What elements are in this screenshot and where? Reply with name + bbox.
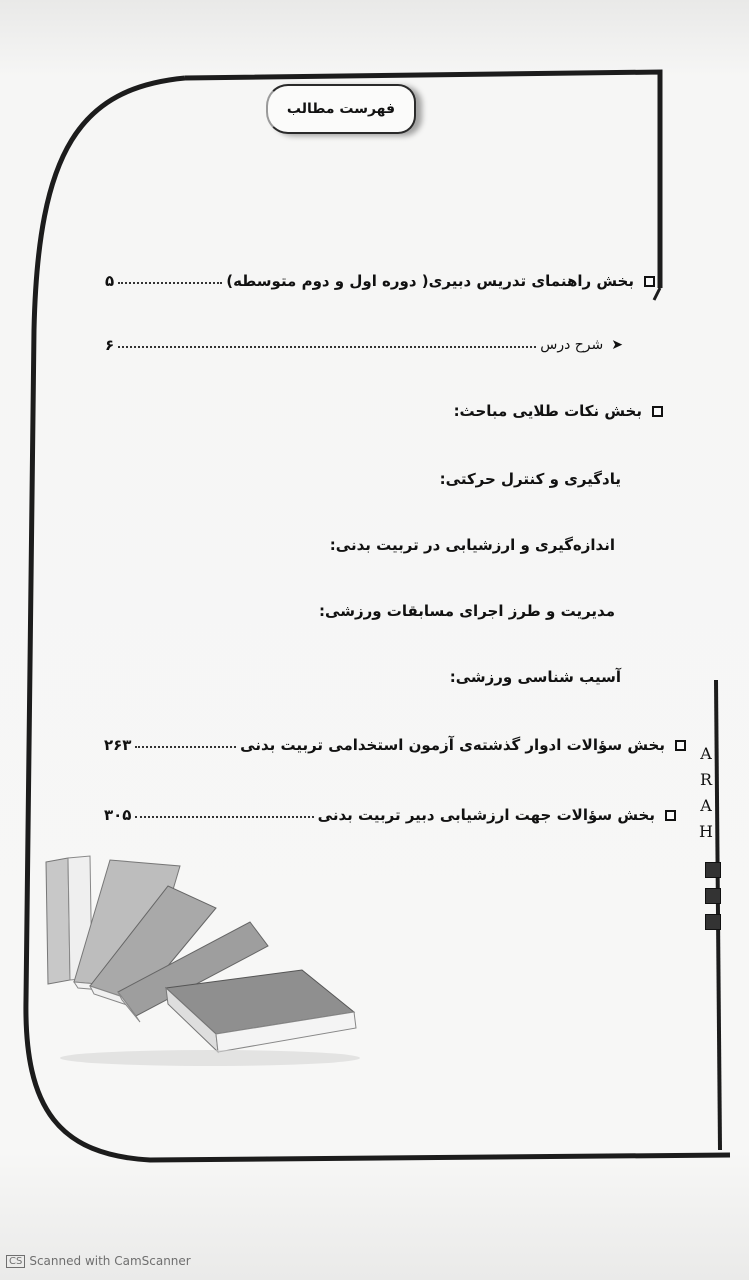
side-square-icon [705,914,721,930]
side-letter: A [700,744,712,763]
checkbox-icon [675,740,686,751]
scanner-watermark [6,1254,191,1268]
toc-title-tab [266,84,416,134]
toc-entry [104,736,686,754]
toc-entry [454,402,663,420]
books-illustration-icon [40,852,370,1072]
topic-heading: مدیریت و طرز اجرای مسابقات ورزشی: [319,602,615,620]
toc-entry [105,272,655,290]
checkbox-icon [652,406,663,417]
side-letter: R [699,770,713,789]
checkbox-icon [665,810,676,821]
toc-entry [104,806,676,824]
toc-entry [105,336,623,354]
toc-entry-label: شرح درس [540,337,604,353]
scanner-watermark-text: Scanned with CamScanner [29,1254,191,1268]
dot-leader [135,816,313,818]
side-letter: H [699,822,713,841]
toc-entry-label: بخش سؤالات جهت ارزشیابی دبیر تربیت بدنی [317,806,655,824]
dot-leader [118,282,222,284]
toc-entry-page: ۲۶۳ [104,736,132,754]
toc-entry-page: ۶ [105,336,115,354]
side-square-icon [705,862,721,878]
arrow-bullet-icon: ➤ [611,337,623,353]
toc-entry-label: بخش نکات طلایی مباحث: [453,402,642,420]
topic-heading: اندازه‌گیری و ارزشیابی در تربیت بدنی: [329,536,615,554]
dot-leader [135,746,236,748]
toc-entry-label: بخش راهنمای تدریس دبیری( دوره اول و دوم متوسطه) [226,272,634,290]
topic-heading: یادگیری و کنترل حرکتی: [439,470,621,488]
checkbox-icon [644,276,655,287]
side-square-icon [705,888,721,904]
dot-leader [118,346,536,348]
side-letter: A [700,796,712,815]
toc-entry-page: ۵ [105,272,115,290]
toc-entry-label: بخش سؤالات ادوار گذشته‌ی آزمون استخدامی تربیت بدنی [240,736,665,754]
toc-entry-page: ۳۰۵ [104,806,132,824]
topic-heading: آسیب شناسی ورزشی: [449,668,621,686]
toc-title: فهرست مطالب [286,101,396,117]
camscanner-logo-icon: CS [6,1255,25,1268]
